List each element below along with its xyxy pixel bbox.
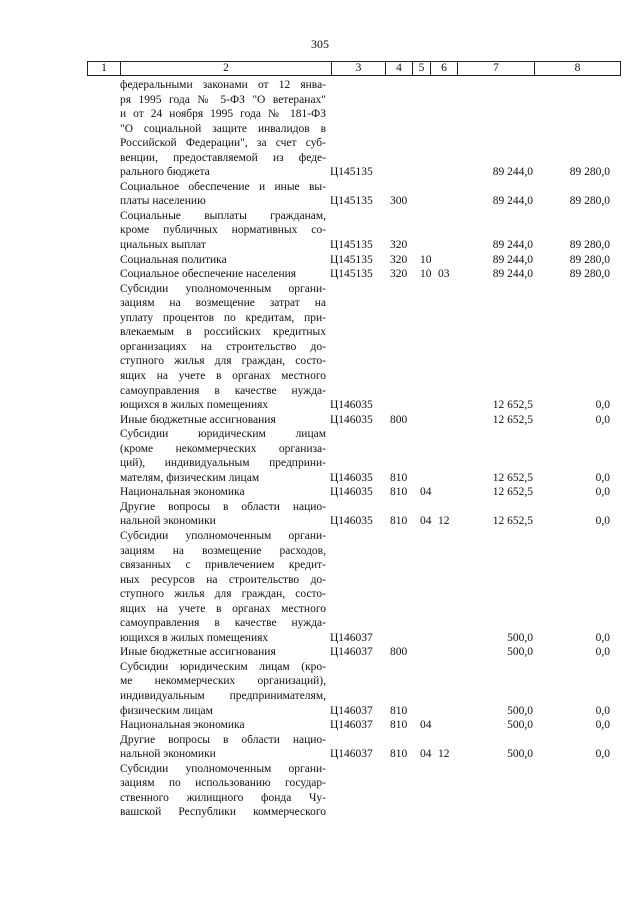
row-name-line: Российской Федерации", за счет суб- [120,137,326,150]
expense-type-cell: 810 [390,471,408,484]
row-name-line: нальной экономики [120,748,216,761]
amount-col-7-cell: 12 652,5 [492,515,533,528]
row-name-line: индивидуальным предпринимателям, [120,690,326,703]
row-name-line: ных ресурсов на строительство до- [120,573,326,586]
row-name [120,529,326,645]
amount-col-7-cell: 500,0 [507,719,533,732]
row-name-line: Национальная экономика [120,486,245,499]
row-name-line: и от 24 ноября 1995 года № 181-ФЗ [120,108,326,121]
amount-col-7-cell: 12 652,5 [492,399,533,412]
amount-col-7-cell: 500,0 [507,748,533,761]
row-name-line: ящих на учете в органах местного [120,369,326,382]
header-col-7: 7 [457,62,534,75]
expense-type-cell: 320 [390,253,408,266]
row-name-line: Иные бюджетные ассигнования [120,646,276,659]
row-name-line: уплату процентов по кредитам, при- [120,311,326,324]
amount-col-7-cell: 500,0 [507,631,533,644]
table-row [0,718,640,733]
expense-type-cell: 320 [390,268,408,281]
row-name-line: Иные бюджетные ассигнования [120,413,276,426]
row-name [120,209,326,253]
row-name-line: влекаемым в российских кредитных [120,326,326,339]
amount-col-7-cell: 12 652,5 [492,413,533,426]
target-article-cell: Ц145135 [330,268,373,281]
header-col-2: 2 [120,62,331,75]
row-name-line: самоуправления в качестве нужда- [120,384,326,397]
row-name [120,762,326,820]
row-name [120,413,326,428]
table-row [0,529,640,645]
table-row [0,762,640,820]
target-article-cell: Ц146037 [330,704,373,717]
row-name-line: физическим лицам [120,704,213,717]
target-article-cell: Ц146037 [330,719,373,732]
table-row [0,427,640,485]
header-col-5: 5 [412,62,430,75]
row-name-line: федеральными законами от 12 янва- [120,79,326,91]
amount-col-7-cell: 500,0 [507,704,533,717]
row-name-line: вашской Республики коммерческого [120,806,326,819]
row-name-line: зациям на возмещение затрат на [120,297,326,310]
target-article-cell: Ц145135 [330,166,373,179]
amount-col-8-cell: 0,0 [595,515,610,528]
section-cell: 10 [420,268,432,281]
row-name [120,180,326,209]
row-name-line: зациям на возмещение расходов, [120,544,326,557]
amount-col-8-cell: 0,0 [595,631,610,644]
row-name [120,500,326,529]
row-name [120,253,326,268]
row-name-line: ственного жилищного фонда Чу- [120,791,326,804]
amount-col-7-cell: 89 244,0 [492,166,533,179]
budget-table-body [0,78,640,820]
expense-type-cell: 800 [390,646,408,659]
subsection-cell: 03 [438,268,450,281]
row-name-line: платы населению [120,195,206,208]
table-row [0,78,640,180]
target-article-cell: Ц146035 [330,471,373,484]
row-name-line: нальной экономики [120,515,216,528]
row-name [120,718,326,733]
section-cell: 10 [420,253,432,266]
row-name-line: Национальная экономика [120,719,245,732]
row-name-line: Другие вопросы в области нацио- [120,733,326,746]
row-name-line: Социальное обеспечение населения [120,268,297,281]
subsection-cell: 12 [438,515,450,528]
row-name-line: зациям по использованию государ- [120,777,326,790]
amount-col-8-cell: 0,0 [595,719,610,732]
row-name-line: Социальная политика [120,253,227,266]
row-name-line: Социальное обеспечение и иные вы- [120,180,326,193]
section-cell: 04 [420,515,432,528]
row-name-line: мателям, физическим лицам [120,471,260,484]
amount-col-8-cell: 0,0 [595,748,610,761]
header-col-1: 1 [101,62,107,74]
table-row [0,209,640,253]
row-name-line: Другие вопросы в области нацио- [120,500,326,513]
expense-type-cell: 810 [390,748,408,761]
expense-type-cell: 320 [390,239,408,252]
expense-type-cell: 810 [390,719,408,732]
row-name-line: рального бюджета [120,166,210,179]
row-name-line: Субсидии юридическим лицам [120,428,326,441]
table-row [0,282,640,413]
row-name [120,267,326,282]
row-name-line: связанных с привлечением кредит- [120,559,326,572]
row-name-line: ющихся в жилых помещениях [120,631,269,644]
table-row [0,253,640,268]
expense-type-cell: 800 [390,413,408,426]
row-name [120,660,326,718]
row-name-line: Социальные выплаты гражданам, [120,209,326,222]
row-name [120,282,326,413]
table-row [0,500,640,529]
row-name-line: циальных выплат [120,239,206,252]
row-name-line: ющихся в жилых помещениях [120,399,269,412]
table-row [0,485,640,500]
row-name-line: ящих на учете в органах местного [120,602,326,615]
amount-col-7-cell: 500,0 [507,646,533,659]
row-name-line: "О социальной защите инвалидов в [120,122,326,135]
row-name-line: кроме публичных нормативных со- [120,224,326,237]
table-row [0,413,640,428]
row-name-line: Субсидии уполномоченным органи- [120,282,326,295]
amount-col-8-cell: 89 280,0 [569,239,610,252]
amount-col-8-cell: 0,0 [595,486,610,499]
row-name [120,427,326,485]
table-header [87,61,621,76]
header-col-6: 6 [430,62,457,75]
row-name-line: ря 1995 года № 5-ФЗ "О ветеранах" [120,93,326,106]
table-row [0,267,640,282]
page-number: 305 [311,37,329,51]
subsection-cell: 12 [438,748,450,761]
row-name [120,485,326,500]
table-row [0,645,640,660]
target-article-cell: Ц145135 [330,253,373,266]
row-name-line: ступного жилья для граждан, состо- [120,588,326,601]
target-article-cell: Ц145135 [330,195,373,208]
header-col-4: 4 [385,62,412,75]
row-name-line: организациях на строительство до- [120,340,326,353]
table-row [0,733,640,762]
section-cell: 04 [420,719,432,732]
amount-col-8-cell: 0,0 [595,413,610,426]
row-name-line: ме некоммерческих организаций), [120,675,326,688]
row-name-line: Субсидии уполномоченным органи- [120,762,326,775]
row-name-line: венции, предоставляемой из феде- [120,151,326,164]
target-article-cell: Ц146035 [330,515,373,528]
amount-col-8-cell: 0,0 [595,399,610,412]
target-article-cell: Ц146037 [330,748,373,761]
row-name-line: ступного жилья для граждан, состо- [120,355,326,368]
table-row [0,180,640,209]
row-name-line: Субсидии уполномоченным органи- [120,529,326,542]
target-article-cell: Ц146037 [330,646,373,659]
row-name [120,78,326,180]
amount-col-8-cell: 0,0 [595,646,610,659]
target-article-cell: Ц146035 [330,399,373,412]
amount-col-8-cell: 89 280,0 [569,253,610,266]
row-name-line: Субсидии юридическим лицам (кро- [120,660,326,673]
amount-col-7-cell: 89 244,0 [492,268,533,281]
table-row [0,660,640,718]
amount-col-8-cell: 0,0 [595,704,610,717]
amount-col-7-cell: 12 652,5 [492,471,533,484]
row-name [120,733,326,762]
section-cell: 04 [420,748,432,761]
expense-type-cell: 810 [390,704,408,717]
row-name-line: ций), индивидуальным предприни- [120,457,326,470]
expense-type-cell: 300 [390,195,408,208]
amount-col-8-cell: 89 280,0 [569,195,610,208]
target-article-cell: Ц146035 [330,486,373,499]
row-name-line: (кроме некоммерческих организа- [120,442,326,455]
amount-col-8-cell: 89 280,0 [569,268,610,281]
amount-col-7-cell: 89 244,0 [492,253,533,266]
amount-col-7-cell: 89 244,0 [492,239,533,252]
target-article-cell: Ц146035 [330,413,373,426]
target-article-cell: Ц145135 [330,239,373,252]
expense-type-cell: 810 [390,515,408,528]
expense-type-cell: 810 [390,486,408,499]
amount-col-8-cell: 89 280,0 [569,166,610,179]
section-cell: 04 [420,486,432,499]
header-col-8: 8 [534,62,620,75]
amount-col-8-cell: 0,0 [595,471,610,484]
amount-col-7-cell: 12 652,5 [492,486,533,499]
header-col-3: 3 [331,62,385,75]
target-article-cell: Ц146037 [330,631,373,644]
row-name [120,645,326,660]
row-name-line: самоуправления в качестве нужда- [120,617,326,630]
amount-col-7-cell: 89 244,0 [492,195,533,208]
